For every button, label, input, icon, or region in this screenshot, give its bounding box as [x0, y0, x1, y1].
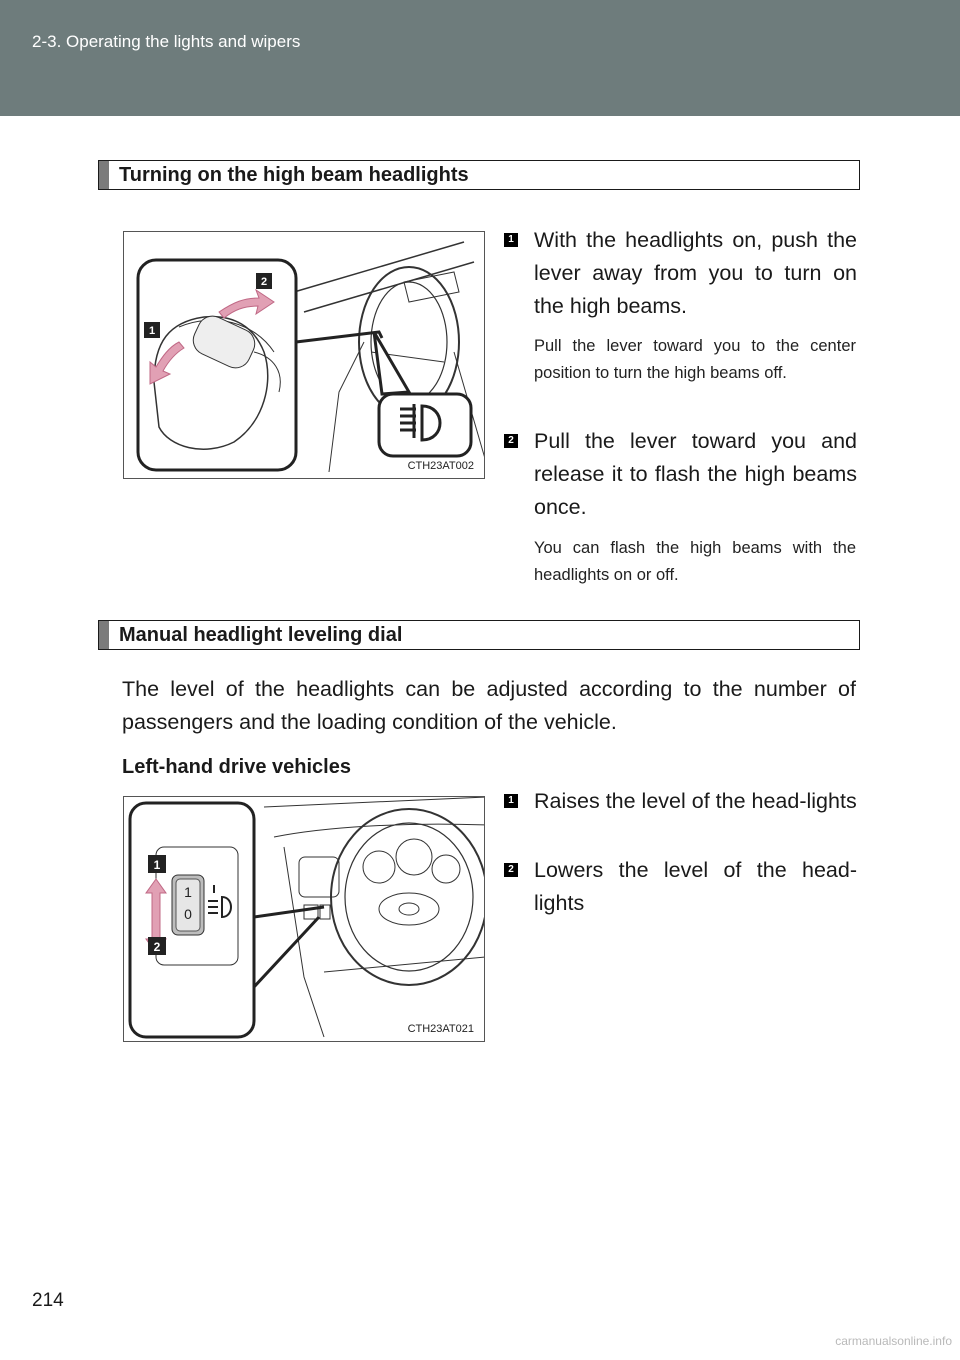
step-1-high-beam [505, 224, 857, 323]
section-heading-bar [99, 161, 109, 189]
step-2-lower [505, 854, 857, 920]
watermark: carmanualsonline.info [835, 1334, 952, 1348]
step-2-note: You can flash the high beams with the headlights on or off. [534, 539, 856, 584]
lever-drawing [124, 232, 485, 479]
step-marker: 2 [504, 863, 518, 877]
svg-text:1: 1 [153, 858, 161, 872]
section-title: Turning on the high beam headlights [119, 164, 469, 186]
leveling-intro-paragraph: The level of the headlights can be adjusted according to the number of passengers and the loading condition of the vehicle. [122, 677, 856, 734]
dial-drawing [124, 797, 485, 1042]
step-1-raise [505, 785, 857, 818]
step-text: Lowers the level of the head-lights [534, 858, 857, 915]
section-heading-leveling-dial [98, 620, 860, 650]
page-number: 214 [32, 1290, 64, 1311]
svg-text:1: 1 [148, 325, 156, 337]
step-text: With the headlights on, push the lever away from you to turn on the high beams. [534, 228, 857, 318]
step-marker: 1 [504, 794, 518, 808]
step-marker: 2 [504, 434, 518, 448]
step-1-note: Pull the lever toward you to the center position to turn the high beams off. [534, 337, 856, 382]
svg-text:2: 2 [153, 940, 161, 954]
dial-label-1: 1 [184, 884, 192, 900]
dial-label-0: 0 [184, 906, 192, 922]
leveling-dial-illustration [123, 796, 485, 1042]
figure-code: CTH23AT002 [407, 460, 474, 472]
high-beam-lever-illustration [123, 231, 485, 479]
step-2-flash [505, 425, 857, 524]
chapter-title: 2-3. Operating the lights and wipers [32, 32, 301, 51]
section-heading-high-beam [98, 160, 860, 190]
step-text: Pull the lever toward you and release it to flash the high beams once. [534, 429, 857, 519]
figure-code: CTH23AT021 [407, 1023, 474, 1035]
section-title: Manual headlight leveling dial [119, 624, 403, 646]
step-marker: 1 [504, 233, 518, 247]
page-header [0, 0, 960, 116]
svg-text:2: 2 [260, 276, 268, 288]
section-heading-bar [99, 621, 109, 649]
step-text: Raises the level of the head-lights [534, 789, 857, 813]
left-hand-drive-subheading: Left-hand drive vehicles [122, 756, 351, 778]
